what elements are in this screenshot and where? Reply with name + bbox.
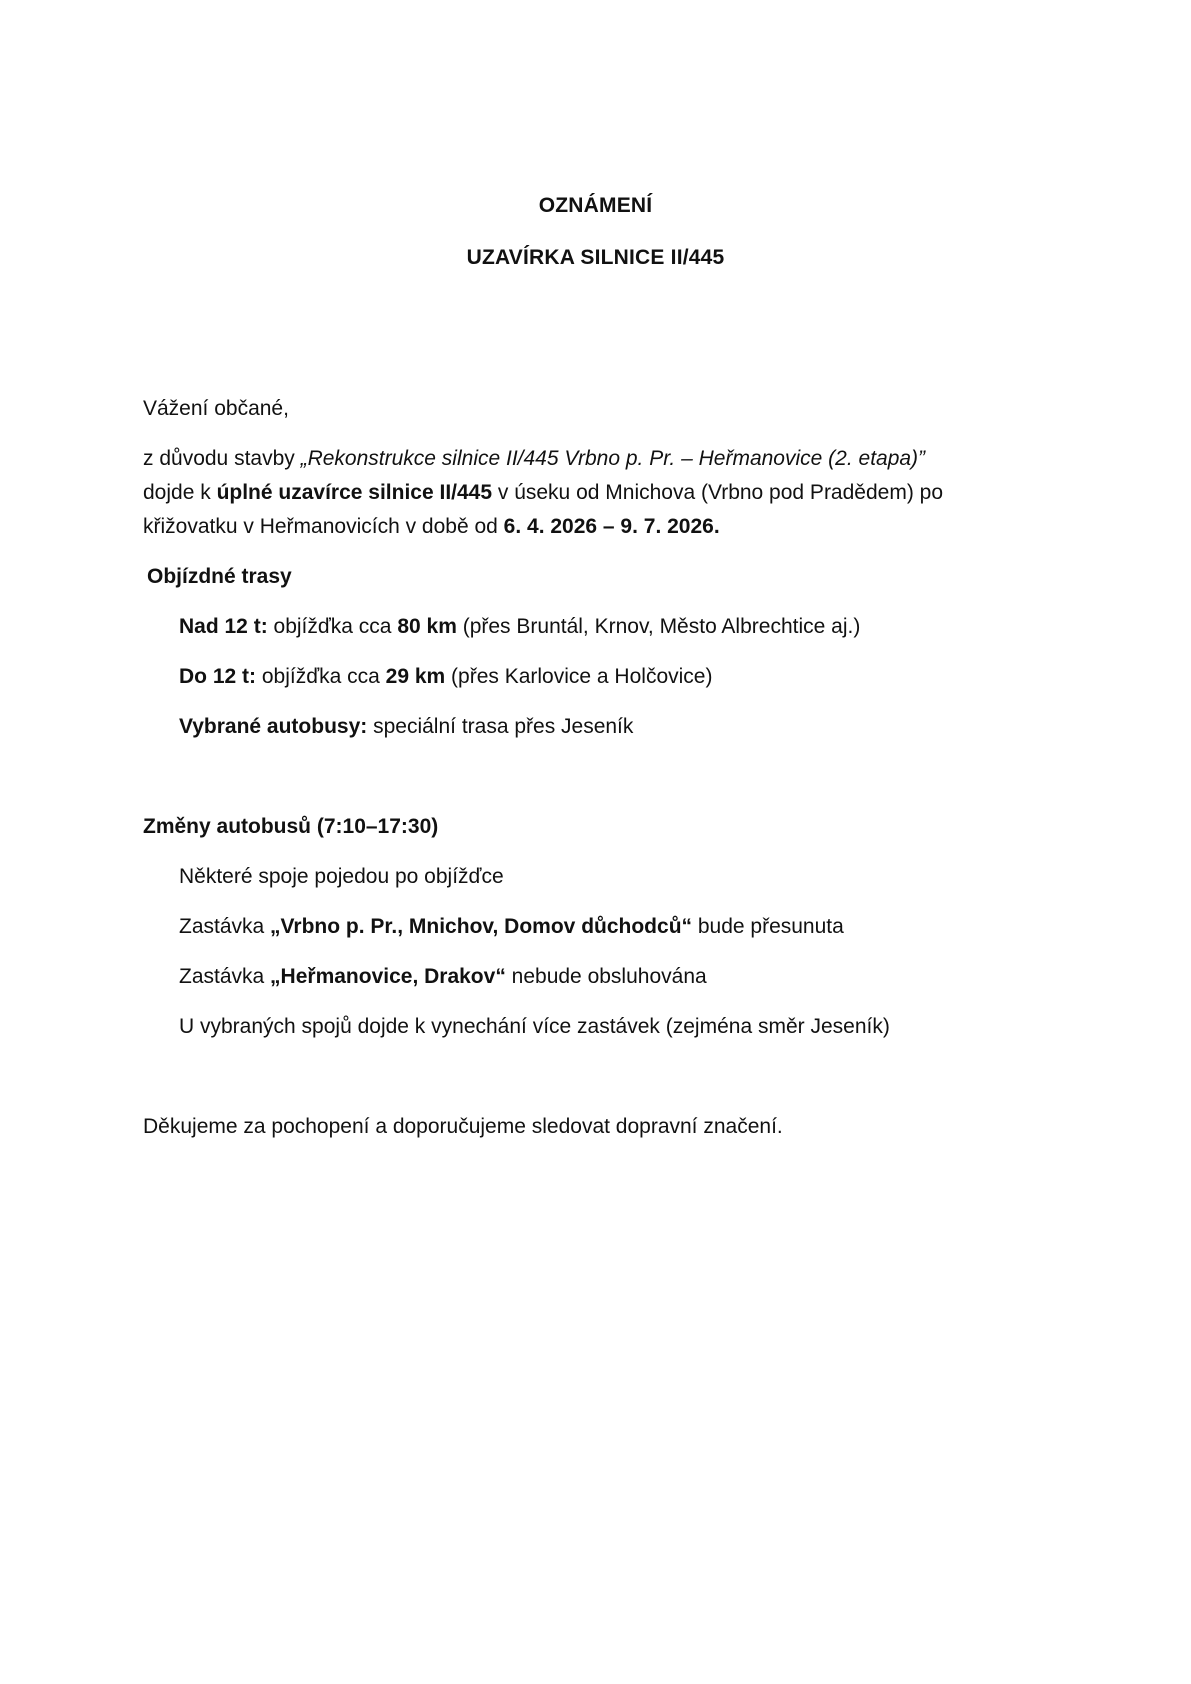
detour-item: Do 12 t: objížďka cca 29 km (přes Karlovice a Holčovice) bbox=[179, 665, 713, 688]
closure-dates: 6. 4. 2026 – 9. 7. 2026. bbox=[503, 515, 720, 538]
closure-emphasis: úplné uzavírce silnice II/445 bbox=[216, 481, 493, 504]
intro-line-2: dojde k úplné uzavírce silnice II/445 v úseku od Mnichova (Vrbno pod Pradědem) po bbox=[143, 481, 944, 504]
detours-heading: Objízdné trasy bbox=[147, 565, 292, 588]
intro-line-1: z důvodu stavby „Rekonstrukce silnice II/445 Vrbno p. Pr. – Heřmanovice (2. etapa)” bbox=[143, 447, 926, 470]
bus-change-item: Zastávka „Heřmanovice, Drakov“ nebude obsluhována bbox=[179, 965, 707, 988]
bus-change-item: U vybraných spojů dojde k vynechání více zastávek (zejména směr Jeseník) bbox=[179, 1015, 890, 1038]
detour-item: Nad 12 t: objížďka cca 80 km (přes Bruntál, Krnov, Město Albrechtice aj.) bbox=[179, 615, 861, 638]
project-name: „Rekonstrukce silnice II/445 Vrbno p. Pr. – Heřmanovice (2. etapa)” bbox=[300, 447, 926, 470]
page-subtitle: UZAVÍRKA SILNICE II/445 bbox=[466, 246, 725, 269]
closing-note: Děkujeme za pochopení a doporučujeme sledovat dopravní značení. bbox=[143, 1115, 783, 1138]
page-title: OZNÁMENÍ bbox=[538, 194, 653, 217]
intro-line-3: křižovatku v Heřmanovicích v době od 6. 4. 2026 – 9. 7. 2026. bbox=[143, 515, 720, 538]
greeting: Vážení občané, bbox=[143, 397, 289, 420]
bus-change-item: Některé spoje pojedou po objížďce bbox=[179, 865, 504, 888]
bus-change-item: Zastávka „Vrbno p. Pr., Mnichov, Domov důchodců“ bude přesunuta bbox=[179, 915, 844, 938]
detour-item: Vybrané autobusy: speciální trasa přes Jeseník bbox=[179, 715, 634, 738]
bus-changes-heading: Změny autobusů (7:10–17:30) bbox=[143, 815, 439, 838]
